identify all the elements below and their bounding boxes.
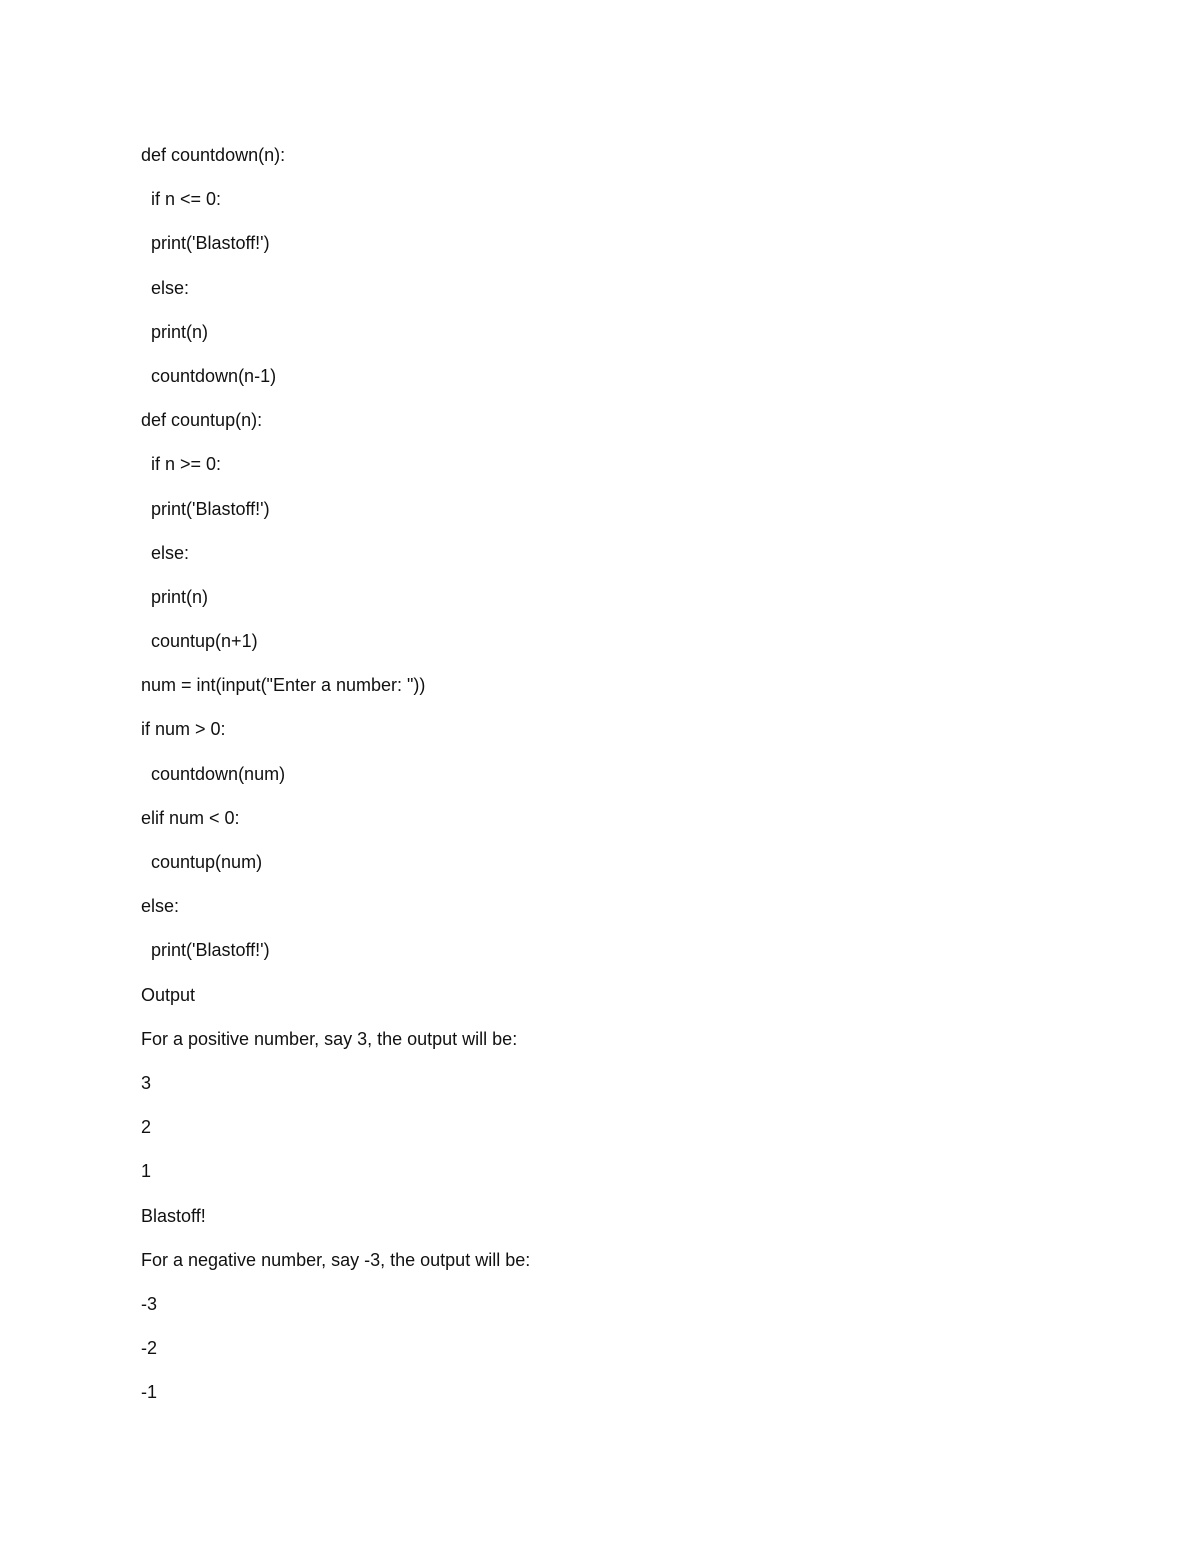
output-line: -1 xyxy=(141,1382,158,1403)
code-line-else: else: xyxy=(151,542,190,563)
code-line-print-n: print(n) xyxy=(151,586,209,607)
code-line-print-blastoff: print('Blastoff!') xyxy=(151,233,270,254)
output-line-blastoff: Blastoff! xyxy=(141,1205,206,1226)
code-line-countdown-call: countdown(num) xyxy=(151,763,286,784)
document-body xyxy=(141,143,1061,1424)
positive-example-text: For a positive number, say 3, the output will be: xyxy=(141,1028,518,1049)
output-heading: Output xyxy=(141,984,196,1005)
code-line-print-n: print(n) xyxy=(151,321,209,342)
output-line: 1 xyxy=(141,1161,152,1182)
code-line-if-num-positive: if num > 0: xyxy=(141,719,226,740)
code-line-countup-call: countup(num) xyxy=(151,852,263,872)
code-line-if-n-ge-zero: if n >= 0: xyxy=(151,454,222,475)
code-line-def-countup: def countup(n): xyxy=(141,410,263,431)
code-line-if-n-le-zero: if n <= 0: xyxy=(151,189,222,210)
code-line-else: else: xyxy=(141,896,180,917)
code-line-num-input: num = int(input("Enter a number: ")) xyxy=(141,675,426,696)
code-line-elif-num-negative: elif num < 0: xyxy=(141,807,240,828)
code-line-def-countdown: def countdown(n): xyxy=(141,145,286,165)
output-line: 2 xyxy=(141,1117,152,1138)
output-line: -3 xyxy=(141,1293,158,1314)
code-line-print-blastoff: print('Blastoff!') xyxy=(151,940,270,961)
output-line: 3 xyxy=(141,1072,152,1093)
code-line-countup-recursive: countup(n+1) xyxy=(151,631,258,652)
negative-example-text: For a negative number, say -3, the output will be: xyxy=(141,1249,531,1270)
code-line-else: else: xyxy=(151,277,190,298)
code-line-countdown-recursive: countdown(n-1) xyxy=(151,365,277,386)
code-line-print-blastoff: print('Blastoff!') xyxy=(151,498,270,519)
output-line: -2 xyxy=(141,1338,158,1359)
